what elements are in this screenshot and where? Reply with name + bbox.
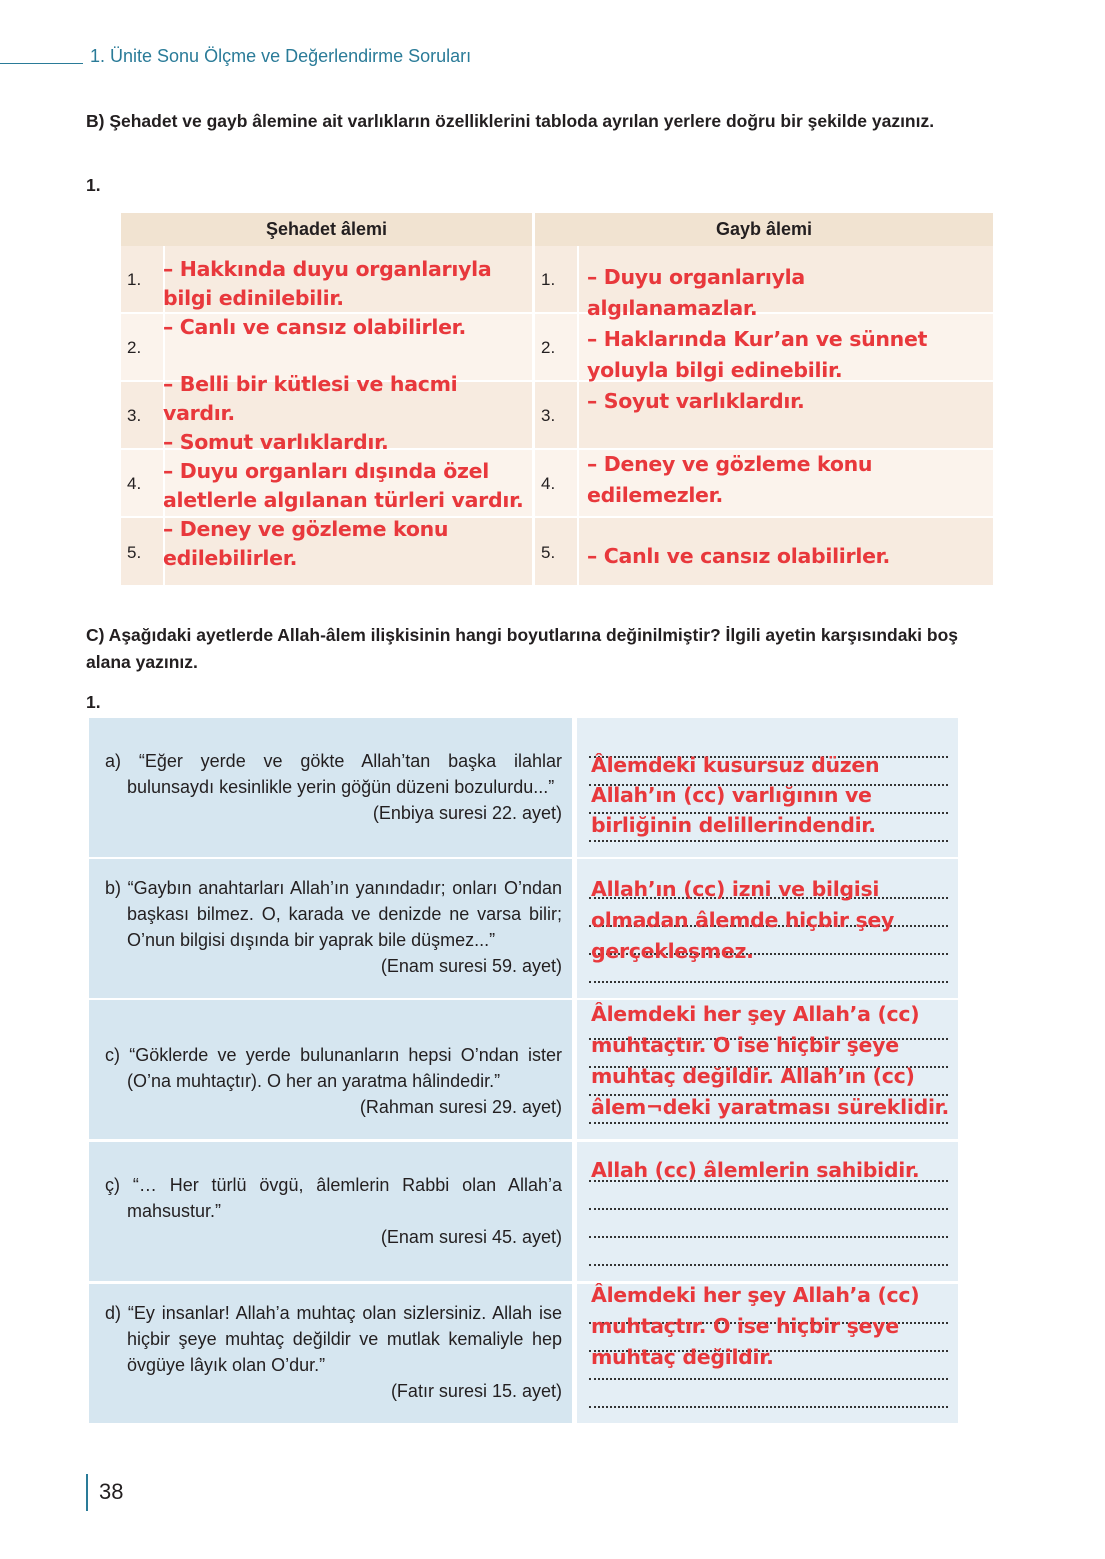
- ayet-cell: [89, 1142, 572, 1281]
- unit-title: 1. Ünite Sonu Ölçme ve Değerlendirme Soruları: [90, 46, 472, 66]
- section-b-number: 1.: [86, 175, 101, 195]
- ayet-cell: [89, 1000, 572, 1139]
- ayet-reference: (Enbiya suresi 22. ayet): [372, 803, 562, 823]
- sehadet-answer: – Belli bir kütlesi ve hacmi vardır.: [163, 372, 458, 425]
- ayet-cell: [89, 859, 572, 998]
- header-rule: [0, 63, 83, 64]
- row-number: 2.: [535, 314, 577, 380]
- section-c-question: C) Aşağıdaki ayetlerde Allah-âlem ilişkisinin hangi boyutlarına değinilmiştir? İlgili ayetin karşısındaki boş alana yazınız.: [86, 625, 959, 672]
- answer-text: Âlemdeki her şey Allah’a (cc) muhtaçtır. O ise hiçbir şeye muhtaç değildir.: [591, 1283, 920, 1369]
- answer-field[interactable]: [577, 859, 958, 998]
- dotted-line: [589, 1208, 948, 1210]
- dotted-line: [589, 981, 948, 983]
- dotted-line: [589, 1236, 948, 1238]
- dotted-line: [589, 1406, 948, 1408]
- row-number: 5.: [535, 518, 577, 585]
- ayet-text: b) “Gaybın anahtarları Allah’ın yanındadır; onları O’ndan başkası bilmez. O, karada ve denizde ne varsa bilir; O’nun bilgisi dışında bir yaprak bile düşmez...”: [105, 878, 562, 950]
- row-number: 3.: [535, 382, 577, 448]
- ayet-reference: (Rahman suresi 29. ayet): [359, 1097, 562, 1117]
- row-number: 1.: [121, 246, 163, 312]
- answer-field[interactable]: [577, 1142, 958, 1281]
- column-header-sehadet: Şehadet âlemi: [121, 213, 532, 246]
- answer-field[interactable]: [577, 1000, 958, 1139]
- ayet-reference: (Enam suresi 59. ayet): [380, 956, 562, 976]
- row-number: 4.: [121, 450, 163, 516]
- column-header-gayb: Gayb âlemi: [535, 213, 993, 246]
- sehadet-answer: – Hakkında duyu organlarıyla bilgi edinilebilir.: [163, 257, 492, 310]
- gayb-answer: – Canlı ve cansız olabilirler.: [587, 544, 891, 568]
- dotted-line: [589, 1378, 948, 1380]
- section-b-question: B) Şehadet ve gayb âlemine ait varlıkların özelliklerini tabloda ayrılan yerlere doğru bir şekilde yazınız.: [86, 111, 935, 131]
- answer-text: Allah’ın (cc) izni ve bilgisi olmadan âlemde hiçbir şey gerçekleşmez.: [591, 877, 895, 963]
- answer-field[interactable]: [577, 1284, 958, 1423]
- ayet-text: d) “Ey insanlar! Allah’a muhtaç olan sizlersiniz. Allah ise hiçbir şeye muhtaç değildir ve mutlak kemaliyle hep övgüye lâyık olan O’dur.”: [105, 1303, 562, 1375]
- gayb-answer: – Haklarında Kur’an ve sünnet yoluyla bilgi edinebilir.: [587, 327, 928, 382]
- ayet-text: ç) “… Her türlü övgü, âlemlerin Rabbi olan Allah’a mahsustur.”: [105, 1175, 562, 1221]
- ayet-reference: (Enam suresi 45. ayet): [380, 1227, 562, 1247]
- answer-text: Allah (cc) âlemlerin sahibidir.: [591, 1158, 920, 1182]
- ayet-text: a) “Eğer yerde ve gökte Allah’tan başka ilahlar bulunsaydı kesinlikle yerin göğün düzeni bozulurdu...”: [105, 751, 562, 797]
- section-c-number: 1.: [86, 692, 101, 712]
- answer-text: Âlemdeki kusursuz düzen Allah’ın (cc) varlığının ve birliğinin delillerindendir.: [591, 753, 880, 837]
- row-number: 5.: [121, 518, 163, 585]
- page-number-rule: [86, 1474, 88, 1511]
- sehadet-answer: – Somut varlıklardır.: [163, 430, 389, 454]
- dotted-line: [589, 840, 948, 842]
- gayb-answer: – Duyu organlarıyla algılanamazlar.: [587, 265, 805, 320]
- ayet-cell: [89, 718, 572, 857]
- answer-field[interactable]: [577, 718, 958, 857]
- ayet-cell: [89, 1284, 572, 1423]
- dotted-line: [589, 1264, 948, 1266]
- row-number: 4.: [535, 450, 577, 516]
- ayet-reference: (Fatır suresi 15. ayet): [390, 1381, 562, 1401]
- sehadet-answer: – Canlı ve cansız olabilirler.: [163, 315, 467, 339]
- gayb-answer: – Soyut varlıklardır.: [587, 389, 805, 413]
- page-number: 38: [99, 1479, 124, 1504]
- row-number: 3.: [121, 382, 163, 448]
- row-number: 1.: [535, 246, 577, 312]
- answer-text: Âlemdeki her şey Allah’a (cc) muhtaçtır. O ise hiçbir şeye muhtaç değildir. Allah’ın (cc) âlem¬deki yaratması süreklidir.: [591, 1002, 950, 1119]
- row-number: 2.: [121, 314, 163, 380]
- sehadet-answer: – Duyu organları dışında özel aletlerle algılanan türleri vardır.: [163, 459, 524, 512]
- gayb-answer: – Deney ve gözleme konu edilemezler.: [587, 452, 873, 507]
- ayet-text: c) “Göklerde ve yerde bulunanların hepsi O’ndan ister (O’na muhtaçtır). O her an yaratma hâlindedir.”: [105, 1045, 562, 1091]
- sehadet-answer: – Deney ve gözleme konu edilebilirler.: [163, 517, 449, 570]
